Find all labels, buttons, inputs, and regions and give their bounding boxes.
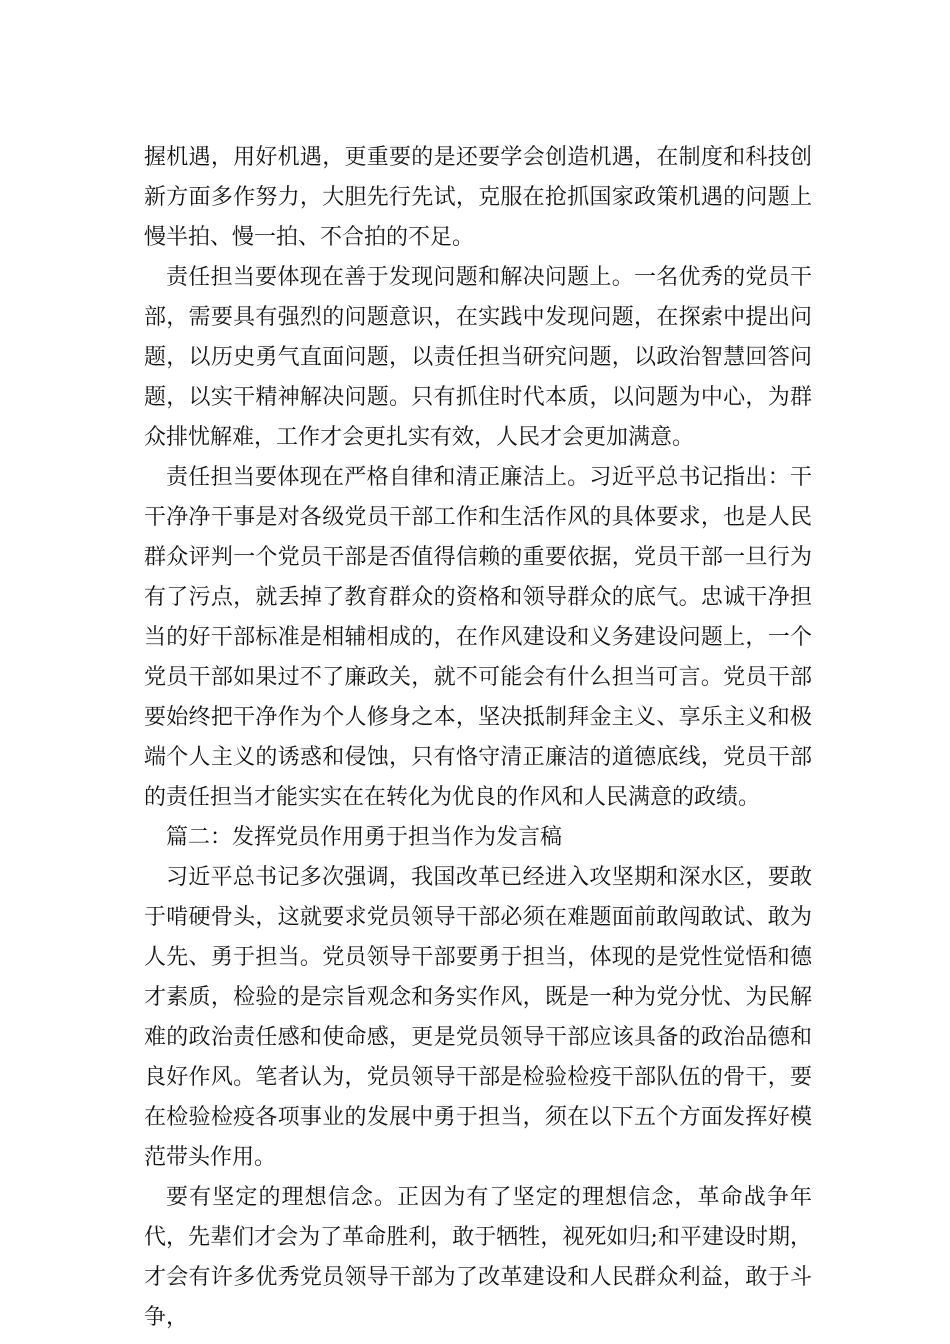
document-body <box>144 138 812 1338</box>
paragraph-continuation: 握机遇，用好机遇，更重要的是还要学会创造机遇，在制度和科技创新方面多作努力，大胆先行先试，克服在抢抓国家政策机遇的问题上慢半拍、慢一拍、不合拍的不足。 <box>144 145 812 250</box>
paragraph-ideals: 要有坚定的理想信念。正因为有了坚定的理想信念，革命战争年代，先辈们才会为了革命胜利，敢于牺牲，视死如归;和平建设时期，才会有许多优秀党员领导干部为了改革建设和人民群众利益，敢于斗争， <box>144 1185 812 1330</box>
paragraph-integrity: 责任担当要体现在严格自律和清正廉洁上。习近平总书记指出：干干净净干事是对各级党员干部工作和生活作风的具体要求，也是人民群众评判一个党员干部是否值得信赖的重要依据，党员干部一旦行为有了污点，就丢掉了教育群众的资格和领导群众的底气。忠诚干净担当的好干部标准是相辅相成的，在作风建设和义务建设问题上，一个党员干部如果过不了廉政关，就不可能会有什么担当可言。党员干部要始终把干净作为个人修身之本，坚决抵制拜金主义、享乐主义和极端个人主义的诱惑和侵蚀，只有恪守清正廉洁的道德底线，党员干部的责任担当才能实实在在转化为优良的作风和人民满意的政绩。 <box>144 465 812 810</box>
section-heading: 篇二：发挥党员作用勇于担当作为发言稿 <box>166 825 563 850</box>
paragraph-problem-solving: 责任担当要体现在善于发现问题和解决问题上。一名优秀的党员干部，需要具有强烈的问题意识，在实践中发现问题，在探索中提出问题，以历史勇气直面问题，以责任担当研究问题，以政治智慧回答问题，以实干精神解决问题。只有抓住时代本质，以问题为中心，为群众排忧解难，工作才会更扎实有效，人民才会更加满意。 <box>144 265 812 450</box>
paragraph-reform: 习近平总书记多次强调，我国改革已经进入攻坚期和深水区，要敢于啃硬骨头，这就要求党员领导干部必须在难题面前敢闯敢试、敢为人先、勇于担当。党员领导干部要勇于担当，体现的是党性觉悟和德才素质，检验的是宗旨观念和务实作风，既是一种为党分忧、为民解难的政治责任感和使命感，更是党员领导干部应该具备的政治品德和良好作风。笔者认为，党员领导干部是检验检疫干部队伍的骨干，要在检验检疫各项事业的发展中勇于担当，须在以下五个方面发挥好模范带头作用。 <box>144 865 812 1170</box>
